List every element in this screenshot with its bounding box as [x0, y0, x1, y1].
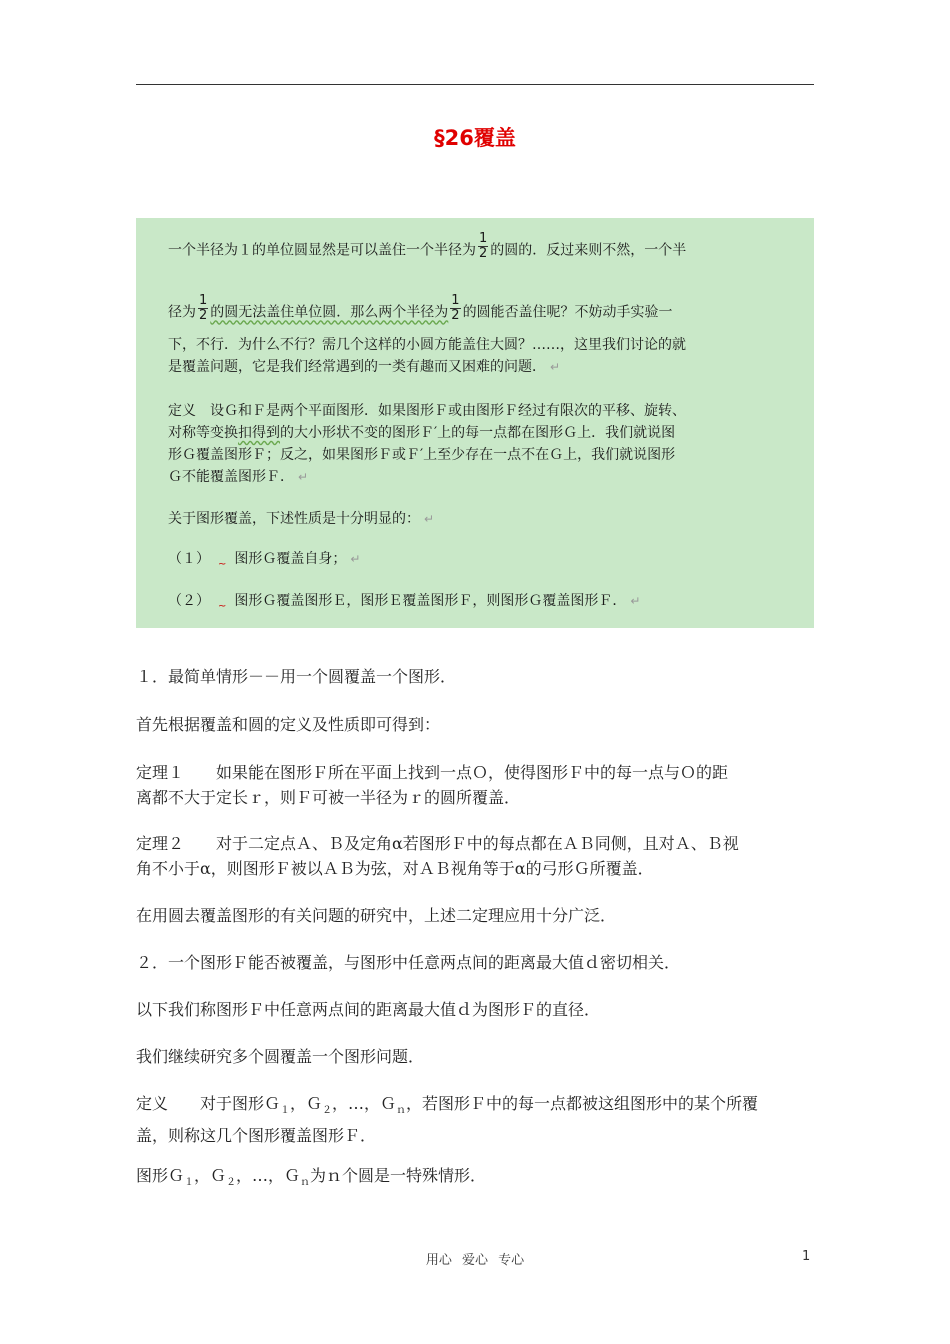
definition-line	[136, 1091, 816, 1123]
subscript: １	[184, 1177, 195, 1189]
definition-line-2	[168, 422, 675, 442]
frac-num: 1	[451, 293, 460, 308]
frac-num: 1	[479, 231, 488, 246]
theorem-2	[136, 831, 816, 881]
paragraph: 以下我们称图形Ｆ中任意两点间的距离最大值ｄ为图形Ｆ的直径．	[136, 1000, 601, 1019]
section-1-heading: １．最简单情形－－用一个圆覆盖一个图形．	[136, 667, 457, 686]
definition-line-1: 定义 设Ｇ和Ｆ是两个平面图形．如果图形Ｆ或由图形Ｆ经过有限次的平移、旋转、	[168, 403, 686, 419]
paragraph	[136, 1163, 816, 1195]
intro-line-3: 下，不行．为什么不行？需几个这样的小圆方能盖住大圆？……，这里我们讨论的就	[168, 337, 686, 353]
squiggle-icon: ~	[218, 601, 227, 612]
property-2	[168, 590, 640, 610]
intro-text: 的圆的．反过来则不然，一个半	[490, 242, 687, 259]
definition-line-3: 形Ｇ覆盖图形Ｆ；反之，如果图形Ｆ或Ｆ′上至少存在一点不在Ｇ上，我们就说图形	[168, 447, 676, 463]
intro-line-1	[168, 231, 687, 265]
prop-text: 图形Ｇ覆盖自身；	[234, 551, 347, 567]
squiggle-icon: ~	[218, 559, 227, 570]
definition-line-4	[168, 466, 308, 486]
property-1	[168, 548, 360, 568]
header-rule	[136, 84, 814, 85]
def-text: 定义 对于图形Ｇ	[136, 1094, 281, 1113]
def-text: 扣得到	[238, 425, 280, 441]
theorem-line: 离都不大于定长ｒ，则Ｆ可被一半径为ｒ的圆所覆盖．	[136, 788, 521, 807]
paragraph: 我们继续研究多个圆覆盖一个图形问题．	[136, 1047, 425, 1066]
frac-den: 2	[479, 246, 488, 261]
intro-text: 径为	[168, 304, 196, 321]
subscript: ｎ	[300, 1177, 311, 1189]
intro-text: 的圆能否盖住呢？不妨动手实验一	[462, 304, 673, 321]
text: 为ｎ个圆是一特殊情形．	[310, 1166, 487, 1185]
prop-number: （１）	[168, 551, 210, 567]
text: ，…，Ｇ	[236, 1166, 301, 1185]
page-title: §26覆盖	[434, 126, 516, 150]
paragraph: 在用圆去覆盖图形的有关问题的研究中，上述二定理应用十分广泛．	[136, 906, 617, 925]
def-text: Ｇ不能覆盖图形Ｆ．	[168, 469, 294, 485]
definition-line: 盖，则称这几个图形覆盖图形Ｆ．	[136, 1126, 377, 1146]
intro-text: 的圆无法盖住单位圆．那么两个半径为	[210, 304, 449, 321]
return-mark-icon: ↵	[424, 512, 435, 526]
frac-den: 2	[199, 308, 208, 323]
def-text: 对称等变换	[168, 425, 238, 441]
frac-den: 2	[451, 308, 460, 323]
def-text: ，Ｇ	[290, 1094, 323, 1113]
intro-text: 是覆盖问题，它是我们经常遇到的一类有趣而又困难的问题．	[168, 359, 546, 375]
intro-box	[136, 218, 814, 628]
theorem-1	[136, 760, 816, 810]
def-text: ，若图形Ｆ中的每一点都被这组图形中的某个所覆	[406, 1094, 759, 1113]
return-mark-icon: ↵	[630, 594, 641, 608]
theorem-line: 定理１ 如果能在图形Ｆ所在平面上找到一点Ｏ，使得图形Ｆ中的每一点与Ｏ的距	[136, 763, 729, 782]
paragraph: 首先根据覆盖和圆的定义及性质即可得到：	[136, 715, 441, 734]
theorem-line: 定理２ 对于二定点Ａ、Ｂ及定角α若图形Ｆ中的每点都在ＡＢ同侧，且对Ａ、Ｂ视	[136, 834, 739, 853]
subscript: ２	[226, 1177, 237, 1189]
prop-number: （２）	[168, 593, 210, 609]
intro-line-2	[168, 293, 673, 327]
fraction-half	[198, 294, 208, 323]
prop-text: 关于图形覆盖，下述性质是十分明显的：	[168, 511, 420, 527]
properties-intro	[168, 508, 434, 528]
footer-text: 用心 爱心 专心	[425, 1253, 525, 1268]
return-mark-icon: ↵	[550, 360, 561, 374]
subscript: ｎ	[396, 1105, 407, 1117]
subscript: ２	[322, 1105, 333, 1117]
subscript: １	[280, 1105, 291, 1117]
section-2-heading: ２．一个图形Ｆ能否被覆盖，与图形中任意两点间的距离最大值ｄ密切相关．	[136, 953, 681, 972]
prop-text: 图形Ｇ覆盖图形Ｅ，图形Ｅ覆盖图形Ｆ，则图形Ｇ覆盖图形Ｆ．	[234, 593, 627, 609]
def-text: 的大小形状不变的图形Ｆ′上的每一点都在图形Ｇ上．我们就说图	[280, 425, 676, 441]
return-mark-icon: ↵	[298, 470, 309, 484]
def-text: ，…，Ｇ	[332, 1094, 397, 1113]
text: ，Ｇ	[194, 1166, 227, 1185]
fraction-half	[478, 232, 488, 261]
frac-num: 1	[199, 293, 208, 308]
return-mark-icon: ↵	[350, 552, 361, 566]
intro-text: 一个半径为１的单位圆显然是可以盖住一个半径为	[168, 242, 476, 259]
intro-line-4	[168, 356, 560, 376]
fraction-half	[450, 294, 460, 323]
text: 图形Ｇ	[136, 1166, 185, 1185]
page-number: 1	[802, 1249, 811, 1264]
definition-2	[136, 1091, 816, 1148]
theorem-line: 角不小于α，则图形Ｆ被以ＡＢ为弦，对ＡＢ视角等于α的弓形Ｇ所覆盖．	[136, 859, 654, 878]
